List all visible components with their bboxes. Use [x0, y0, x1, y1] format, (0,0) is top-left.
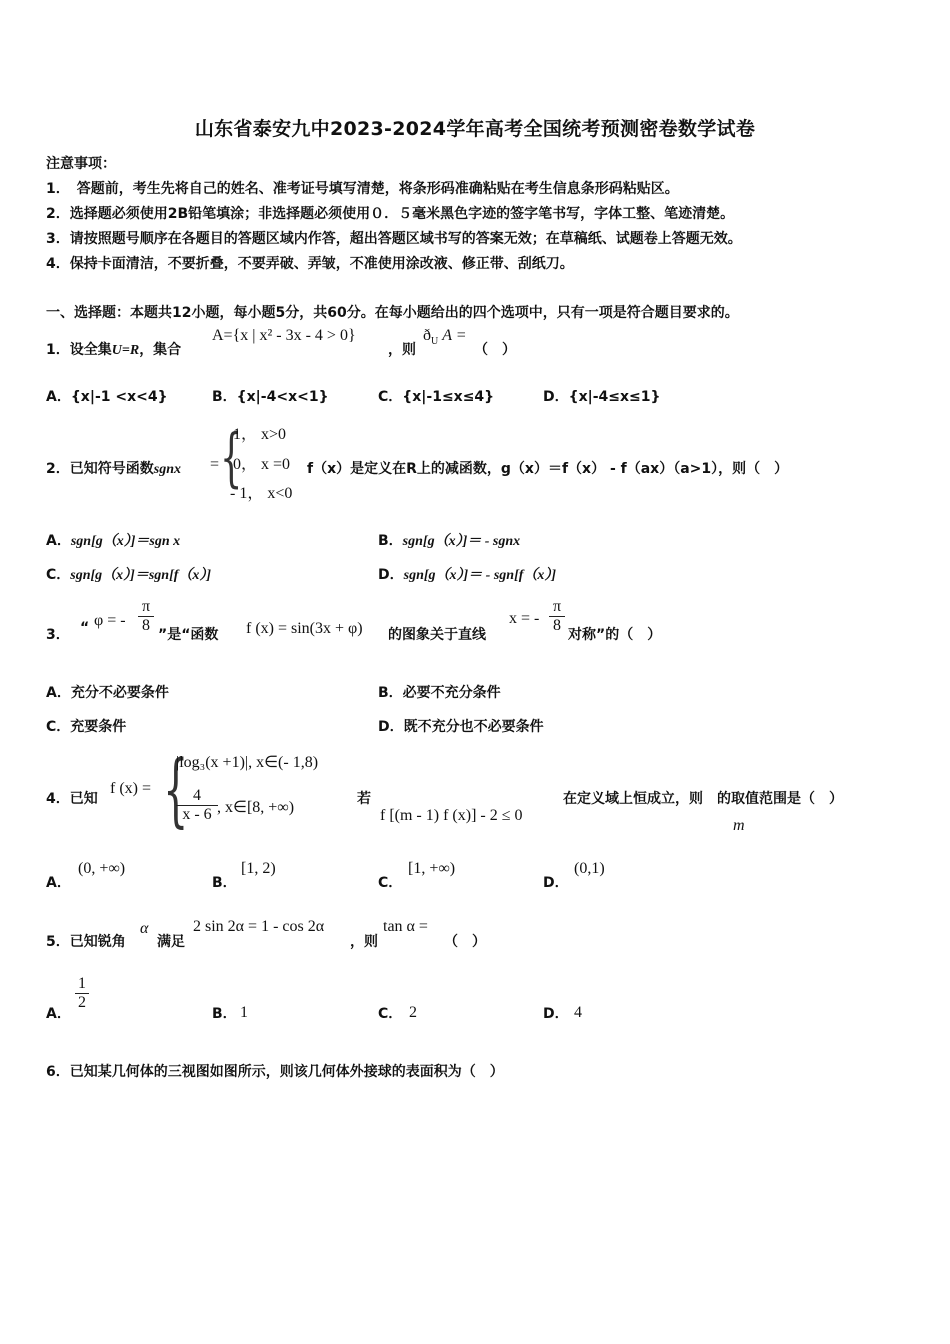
q4-option-a-label: A． [46, 875, 71, 891]
q3-option-b: B．必要不充分条件 [378, 685, 501, 701]
q2-case-2: 0， x =0 [233, 456, 291, 473]
q2-option-c: C．sgn[g（x）]＝sgn[f（x）] [46, 567, 212, 583]
q4-var: m [733, 817, 745, 834]
q1-complement [423, 327, 467, 347]
q3-option-c: C．充要条件 [46, 719, 127, 735]
q1-mid: ，集合 [139, 342, 182, 358]
q3-phi: φ = - [94, 612, 126, 629]
q2-prefix: 2．已知符号函数 [46, 461, 154, 477]
notice-item: 1． 答题前，考生先将自己的姓名、准考证号填写清楚，将条形码准确粘贴在考生信息条形码粘贴区。 [46, 181, 679, 197]
q3-frac2-num: π [549, 598, 565, 617]
q2-option-b: B．sgn[g（x）]＝ - sgnx [378, 533, 521, 549]
q4-prefix: 4．已知 [46, 791, 98, 807]
q4-case-2-frac [176, 787, 218, 824]
q5-option-b: 1 [240, 1004, 248, 1021]
q2-case-1: 1， x>0 [233, 426, 287, 443]
q2-body: f（x）是定义在R上的减函数，g（x）＝f（x） - f（ax）（a>1），则（ ） [307, 461, 789, 477]
q4-body: 在定义域上恒成立，则 的取值范围是（ ） [563, 791, 843, 807]
q4-case-2-tail: , x∈[8, +∞) [217, 799, 295, 816]
q3-option-d: D．既不充分也不必要条件 [378, 719, 544, 735]
section-heading: 一、选择题：本题共12小题，每小题5分，共60分。在每小题给出的四个选项中，只有一项是符合题目要求的。 [46, 305, 739, 321]
q1-complement-symbol: ð [423, 327, 431, 344]
notice-item: 3．请按照题号顺序在各题目的答题区域内作答，超出答题区域书写的答案无效；在草稿纸、试题卷上答题无效。 [46, 231, 742, 247]
question-1 [46, 339, 181, 359]
q4-case-2-den: x - 6 [182, 806, 212, 823]
q2-case-3: - 1， x<0 [230, 485, 293, 502]
q5-option-a-frac [75, 975, 89, 1012]
q3-func: f (x) = sin(3x + φ) [246, 620, 363, 637]
q4-case-1: |log₃(x +1)|, x∈(- 1,8) [176, 754, 319, 771]
q4-fx: f (x) = [110, 780, 152, 797]
q4-option-d: (0,1) [574, 860, 605, 877]
q4-if: 若 [357, 791, 371, 807]
q1-complement-sub: U [431, 336, 439, 348]
q1-paren: （ ） [474, 342, 516, 358]
q1-option-b: B．{x|-4<x<1} [212, 389, 329, 405]
q3-prefix: 3． [46, 627, 70, 643]
q1-option-d: D．{x|-4≤x≤1} [543, 389, 661, 405]
q5-eq: 2 sin 2α = 1 - cos 2α [193, 918, 325, 935]
q4-ineq: f [(m - 1) f (x)] - 2 ≤ 0 [380, 807, 523, 824]
q1-set-formula: A={x | x² - 3x - 4 > 0} [212, 327, 356, 344]
q1-option-c: C．{x|-1≤x≤4} [378, 389, 495, 405]
q2-fn: sgnx [153, 462, 181, 477]
q5-prefix: 5．已知锐角 [46, 934, 126, 950]
q3-option-a: A．充分不必要条件 [46, 685, 169, 701]
q3-frac-den: 8 [142, 617, 150, 634]
q3-frac2 [549, 598, 565, 635]
q2-option-d: D．sgn[g（x）]＝ - sgn[f（x）] [378, 567, 557, 583]
q4-option-a: (0, +∞) [78, 860, 126, 877]
q5-option-b-label: B． [212, 1006, 237, 1022]
q1-set: U=R [111, 343, 140, 358]
q1-prefix: 1．设全集 [46, 342, 112, 358]
q3-mid: 的图象关于直线 [388, 627, 486, 643]
q4-option-c: [1, +∞) [408, 860, 456, 877]
q4-brace: { [163, 743, 189, 836]
q3-frac [138, 598, 154, 635]
q1-option-a: A．{x|-1 <x<4} [46, 389, 168, 405]
page-title: 山东省泰安九中2023-2024学年高考全国统考预测密卷数学试卷 [194, 118, 756, 140]
notice-item: 2．选择题必须使用2B铅笔填涂；非选择题必须使用０．５毫米黑色字迹的签字笔书写，字体工整、笔迹清楚。 [46, 206, 735, 222]
q3-close: ”是“函数 [158, 627, 219, 643]
q5-satisfy: 满足 [157, 934, 185, 950]
notice-heading: 注意事项： [46, 156, 116, 172]
q4-option-b-label: B． [212, 875, 237, 891]
q4-case-2-num: 4 [176, 787, 218, 806]
q5-paren: （ ） [444, 934, 486, 950]
q5-option-c-label: C． [378, 1006, 403, 1022]
question-2 [46, 458, 181, 478]
q5-option-d: 4 [574, 1004, 582, 1021]
q5-option-c: 2 [409, 1004, 417, 1021]
q4-option-c-label: C． [378, 875, 403, 891]
q5-alpha: α [140, 920, 149, 937]
q4-option-d-label: D． [543, 875, 569, 891]
q3-frac-num: π [138, 598, 154, 617]
q3-xeq: x = - [509, 610, 540, 627]
q2-eq: = [210, 456, 220, 473]
q5-option-a-den: 2 [78, 994, 86, 1011]
q4-option-b: [1, 2) [241, 860, 276, 877]
q5-tan: tan α = [383, 918, 428, 935]
q5-option-a-label: A． [46, 1006, 71, 1022]
question-6: 6．已知某几何体的三视图如图所示，则该几何体外接球的表面积为（ ） [46, 1064, 504, 1080]
q3-open-quote: “ [80, 620, 90, 636]
q1-complement-tail: A = [442, 327, 467, 344]
q2-brace: { [220, 421, 243, 495]
notice-item: 4．保持卡面清洁，不要折叠，不要弄破、弄皱，不准使用涂改液、修正带、刮纸刀。 [46, 256, 574, 272]
q1-then: ，则 [388, 342, 416, 358]
q3-tail: 对称”的（ ） [568, 627, 662, 643]
q3-frac2-den: 8 [553, 617, 561, 634]
q5-option-a-num: 1 [75, 975, 89, 994]
q5-option-d-label: D． [543, 1006, 569, 1022]
q5-then: ，则 [350, 934, 378, 950]
q2-option-a: A．sgn[g（x）]＝sgn x [46, 533, 181, 549]
